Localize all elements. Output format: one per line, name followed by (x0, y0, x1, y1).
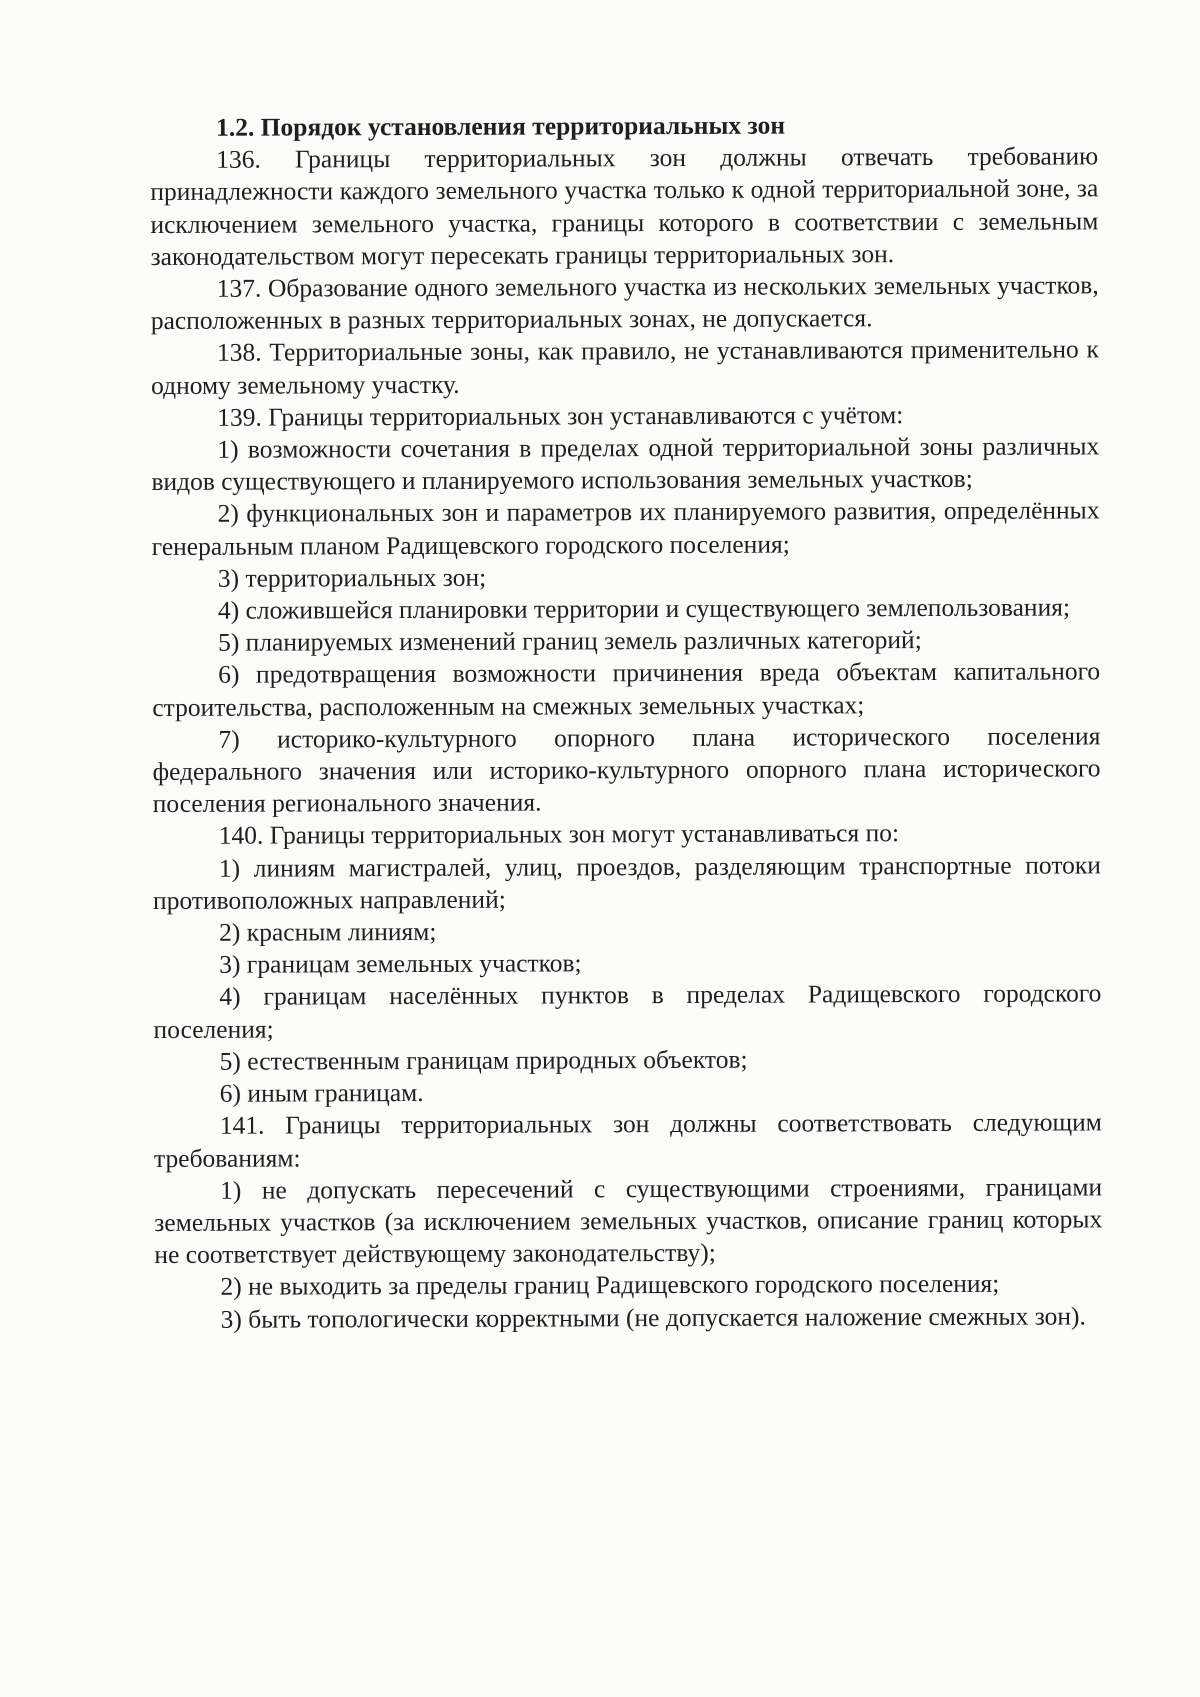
paragraph-140-item-6: 6) иным границам. (219, 1078, 424, 1108)
paragraph-139-item-5: 5) планируемых изменений границ земель различных категорий; (217, 625, 922, 657)
paragraph-138: 138. Территориальные зоны, как правило, не устанавливаются применительно к одному земельному участку. (150, 334, 1099, 400)
paragraph-137: 137. Образование одного земельного участка из нескольких земельных участков, расположенных в разных территориальных зонах, не допускается. (150, 270, 1099, 336)
paragraph-139-item-3: 3) территориальных зон; (217, 562, 487, 593)
paragraph-140: 140. Границы территориальных зон могут устанавливаться по: (218, 818, 900, 851)
paragraph-139-item-6: 6) предотвращения возможности причинения вреда объектам капитального строительства, расположенным на смежных земельных участках; (152, 656, 1101, 722)
paragraph-136: 136. Границы территориальных зон должны отвечать требованию принадлежности каждого земельного участка только к одной территориальной зоне, за исключением земельного участка, границы которого в соответствии с земельным законодательством могут пересекать границы территориальных зон. (150, 141, 1099, 271)
paragraph-139: 139. Границы территориальных зон устанавливаются с учётом: (217, 399, 904, 432)
document-body (150, 108, 1103, 1335)
paragraph-141-item-1: 1) не допускать пересечений с существующими строениями, границами земельных участков (за исключением земельных участков, описание границ которых не соответствует действующему законодательству); (154, 1172, 1103, 1270)
paragraph-140-item-1: 1) линиям магистралей, улиц, проездов, разделяющим транспортные потоки противоположных направлений; (152, 850, 1101, 915)
paragraph-140-item-2: 2) красным линиям; (219, 916, 437, 947)
paragraph-141-item-2: 2) не выходить за пределы границ Радищевского городского поселения; (220, 1269, 1000, 1302)
section-heading: 1.2. Порядок установления территориальных зон (216, 110, 786, 142)
paragraph-139-item-4: 4) сложившейся планировки территории и существующего землепользования; (217, 592, 1071, 625)
paragraph-139-item-7: 7) историко-культурного опорного плана исторического поселения федерального значения или историко-культурного опорного плана исторического поселения регионального значения. (152, 721, 1101, 819)
paragraph-140-item-4: 4) границам населённых пунктов в пределах Радищевского городского поселения; (153, 978, 1102, 1044)
paragraph-140-item-5: 5) естественным границам природных объектов; (219, 1044, 748, 1076)
paragraph-140-item-3: 3) границам земельных участков; (219, 948, 582, 980)
paragraph-139-item-2: 2) функциональных зон и параметров их планируемого развития, определённых генеральным планом Радищевского городского поселения; (151, 495, 1100, 561)
paragraph-141: 141. Границы территориальных зон должны соответствовать следующим требованиям: (153, 1107, 1102, 1173)
paragraph-141-item-3: 3) быть топологически корректными (не допускается наложение смежных зон). (220, 1300, 1086, 1334)
paragraph-139-item-1: 1) возможности сочетания в пределах одной территориальной зоны различных видов существующего и планируемого использования земельных участков; (151, 431, 1100, 497)
